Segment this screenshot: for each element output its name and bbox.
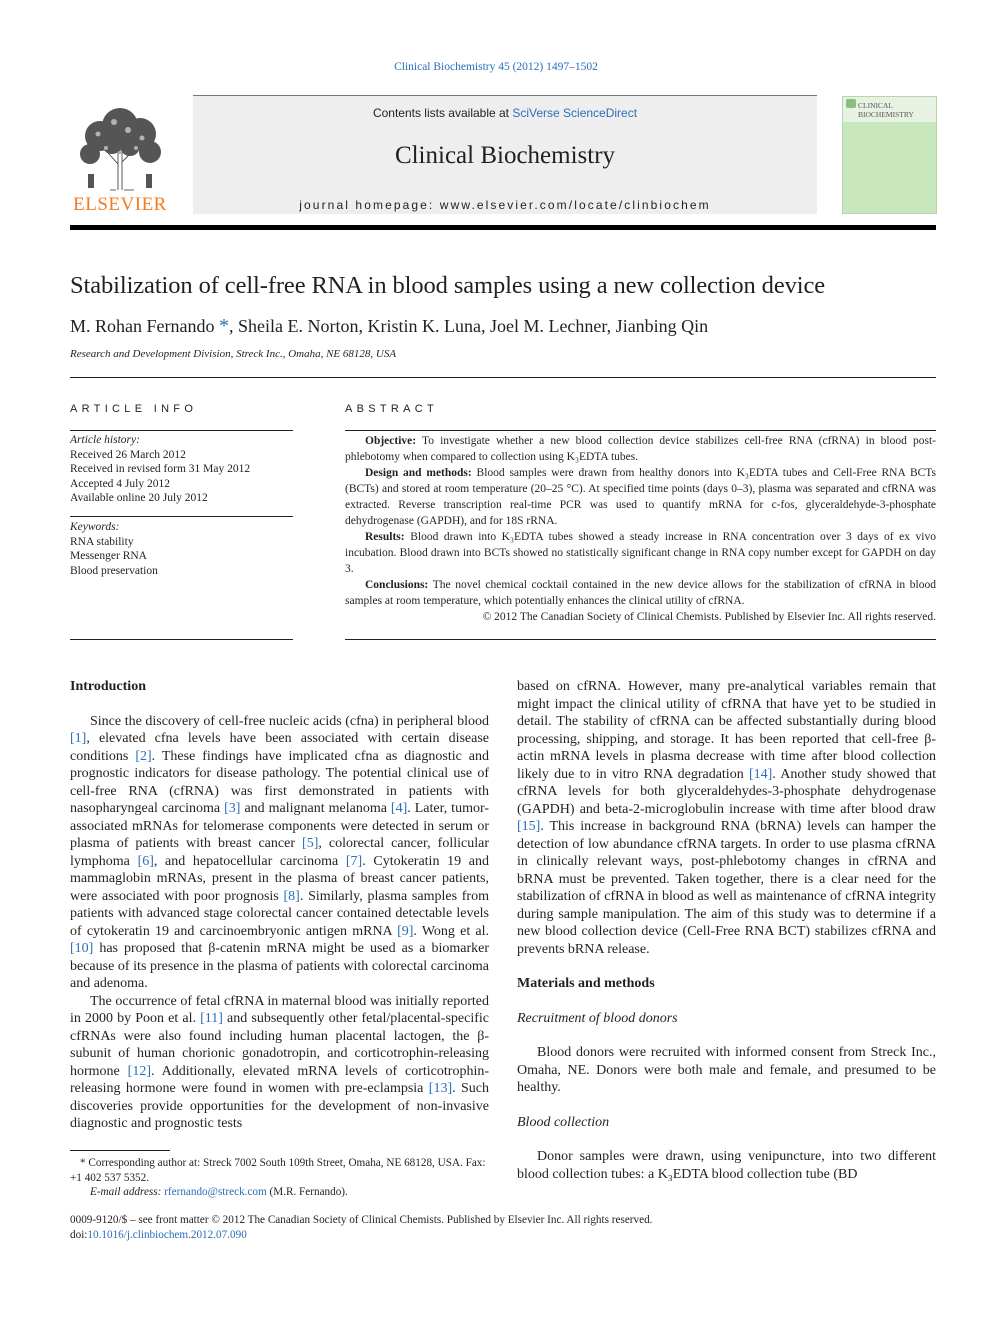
body-left-column	[70, 678, 489, 1133]
reference-link[interactable]: [15]	[517, 819, 541, 834]
objective-label: Objective:	[365, 435, 417, 447]
reference-link[interactable]: [10]	[70, 941, 94, 956]
contents-prefix: Contents lists available at	[372, 106, 513, 120]
collection-heading: Blood collection	[517, 1114, 610, 1130]
author-list	[70, 315, 708, 338]
recruitment-heading: Recruitment of blood donors	[517, 1010, 678, 1026]
elsevier-logo	[70, 104, 170, 214]
history-received: Received 26 March 2012	[70, 448, 186, 461]
article-info-bottom-rule	[70, 639, 293, 640]
abstract-body	[345, 433, 936, 625]
first-author: M. Rohan Fernando	[70, 316, 219, 336]
reference-link[interactable]: [13]	[428, 1081, 453, 1096]
collection-paragraph: Donor samples were drawn, using venipuncture, into two different blood collection tubes: a K₃EDTA blood collection tube (BD	[517, 1149, 936, 1182]
paragraph-text: . Additionally, elevated mRNA levels of corticotrophin-releasing hormone were found in women with pre-eclampsia	[70, 1063, 489, 1096]
results-label: Results:	[365, 531, 405, 543]
abstract-objective	[345, 433, 936, 465]
paragraph-text: , colorectal cancer, follicular lymphoma	[70, 836, 489, 869]
history-accepted: Accepted 4 July 2012	[70, 477, 170, 490]
recruitment-paragraph: Blood donors were recruited with informed consent from Streck Inc., Omaha, NE. Donors were both male and female, and presumed to be healthy.	[517, 1045, 936, 1095]
article-info-rule	[70, 430, 293, 431]
reference-link[interactable]: [14]	[748, 766, 773, 782]
doi-label: doi:	[70, 1228, 88, 1241]
history-online: Available online 20 July 2012	[70, 492, 208, 504]
journal-citation[interactable]	[0, 61, 992, 73]
article-title: Stabilization of cell-free RNA in blood samples using a new collection device	[70, 272, 825, 299]
reference-link[interactable]: [6]	[137, 853, 154, 869]
affiliation: Research and Development Division, Streck Inc., Omaha, NE 68128, USA	[70, 348, 397, 360]
journal-cover-thumbnail[interactable]	[842, 96, 937, 214]
reference-link[interactable]: [9]	[397, 923, 414, 939]
objective-text: To investigate whether a new blood collection device stabilizes cell-free RNA (cfRNA) in blood post-phlebotomy when compared to collection using K₃EDTA tubes.	[345, 435, 936, 463]
intro-paragraph-2	[70, 993, 489, 1133]
article-info-heading: ARTICLE INFO	[70, 403, 198, 415]
paragraph-text: . Such discoveries provide opportunities for the development of non-invasive diagnostic and prognostic tests	[70, 1081, 489, 1131]
paragraph-text: , and hepatocellular carcinoma	[153, 853, 346, 869]
paragraph-text: The occurrence of fetal cfRNA in maternal blood was initially reported in 2000 by Poon et al.	[70, 993, 489, 1026]
header-divider	[70, 225, 936, 230]
other-authors: , Sheila E. Norton, Kristin K. Luna, Joel M. Lechner, Jianbing Qin	[228, 316, 709, 336]
email-label: E-mail address:	[90, 1186, 165, 1198]
journal-homepage[interactable]: journal homepage: www.elsevier.com/locate/clinbiochem	[299, 198, 711, 212]
doi-line	[70, 1228, 936, 1243]
body-right-column	[517, 678, 936, 1183]
paragraph-text: , elevated cfna levels have been associated with certain disease conditions	[70, 731, 489, 764]
keywords-rule	[70, 516, 293, 517]
issn-line: 0009-9120/$ – see front matter © 2012 The Canadian Society of Clinical Chemists. Published by Elsevier Inc. All rights reserved.	[70, 1214, 653, 1226]
elsevier-wordmark: ELSEVIER	[73, 194, 167, 215]
paragraph-text: . These findings have implicated cfna as diagnostic and prognostic indicators for disease pathology. The potential clinical use of cell-free RNA (cfRNA) was first demonstrated in patients with nasopharyngeal carcinoma	[70, 748, 489, 816]
paragraph-text: . Wong et al.	[413, 923, 490, 939]
paragraph-text: Since the discovery of cell-free nucleic acids (cfna) in peripheral blood	[90, 713, 489, 729]
cover-title: CLINICAL BIOCHEMISTRY	[858, 101, 914, 119]
article-history	[70, 433, 293, 506]
abstract-results	[345, 529, 936, 577]
abstract-copyright: © 2012 The Canadian Society of Clinical Chemists. Published by Elsevier Inc. All rights reserved.	[482, 611, 936, 623]
sciencedirect-link[interactable]: SciVerse ScienceDirect	[512, 106, 638, 120]
footnote-rule	[70, 1150, 170, 1151]
tree-logo-icon	[70, 104, 170, 192]
email-note	[70, 1185, 489, 1200]
keywords	[70, 520, 293, 578]
citation-link[interactable]: Clinical Biochemistry 45 (2012) 1497–1502	[394, 61, 598, 73]
reference-link[interactable]: [4]	[390, 801, 408, 816]
reference-link[interactable]: [8]	[283, 888, 300, 904]
results-text: Blood drawn into K₃EDTA tubes showed a steady increase in RNA concentration over 3 days of ex vivo incubation. Blood drawn into BCTs showed no statistically significant change in RNA copy number except for GAPDH on day 3.	[345, 531, 936, 575]
keyword-item: Messenger RNA	[70, 550, 147, 562]
journal-banner	[193, 95, 817, 214]
paragraph-text: based on cfRNA. However, many pre-analytical variables remain that might impact the clinical utility of cfRNA that have yet to be studied in detail. The stability of cfRNA can be affected substantially during blood processing, shipping, and storage. It has been reported that cell-free β-actin mRNA levels in plasma decrease with time after blood collection likely due to in vitro RNA degradation	[517, 679, 936, 782]
design-label: Design and methods:	[365, 467, 472, 479]
conclusions-text: The novel chemical cocktail contained in the new device allows for the stabilization of cfRNA in blood samples at room temperature, which potentially enhances the clinical utility of cfRNA.	[345, 579, 936, 607]
keywords-label: Keywords:	[70, 521, 120, 533]
introduction-heading: Introduction	[70, 679, 146, 694]
keyword-item: Blood preservation	[70, 564, 158, 577]
paragraph-text: and malignant melanoma	[240, 801, 391, 816]
reference-link[interactable]: [1]	[70, 731, 87, 746]
contents-line	[193, 106, 817, 120]
paragraph-text: . Cytokeratin 19 and mammaglobin mRNAs, present in the plasma of breast cancer patients, were associated with poor prognosis	[70, 853, 489, 904]
intro-paragraph-3	[517, 678, 936, 958]
corresponding-author-note: * Corresponding author at: Streck 7002 South 109th Street, Omaha, NE 68128, USA. Fax: +1 402 537 5352.	[70, 1157, 486, 1184]
paragraph-text: has proposed that β-catenin mRNA might be used as a biomarker because of its presence in the plasma of patients with colorectal carcinoma and adenoma.	[70, 941, 489, 991]
journal-title: Clinical Biochemistry	[394, 142, 616, 169]
keyword-item: RNA stability	[70, 535, 134, 548]
conclusions-label: Conclusions:	[365, 579, 429, 591]
design-text: Blood samples were drawn from healthy donors into K₃EDTA tubes and Cell-Free RNA BCTs (BCTs) and stored at room temperature (20–25 °C). At specified time points (days 0–3), plasma was separated and cfRNA was extracted. Reverse transcription real-time PCR was used to quantify mRNA for c-fos, glyceraldehyde-3-phosphate dehydrogenase (GAPDH), and for 18S rRNA.	[345, 467, 936, 527]
corresponding-author-star[interactable]: *	[218, 315, 229, 337]
paragraph-text: . This increase in background RNA (bRNA) levels can hamper the detection of low abundance cfRNA targets. In order to use plasma cfRNA in clinically relevant ways, post-phlebotomy changes in cfRNA and bRNA must be prevented. Taken together, there is a clear need for the stabilization of cfRNA in blood as well as maintenance of cfRNA integrity during sample manipulation. The aim of this study was to determine if a new blood collection device (Cell-Free RNA BCT) stabilizes cfRNA and prevents bRNA release.	[517, 819, 936, 957]
reference-link[interactable]: [2]	[135, 748, 152, 764]
paragraph-text: and subsequently other fetal/placental-specific cfRNAs were also found including human placental lactogen, the β-subunit of human chorionic gonadotropin, and corticotrophin-releasing hormone	[70, 1011, 489, 1079]
reference-link[interactable]: [7]	[345, 853, 363, 869]
intro-paragraph-1	[70, 713, 489, 993]
paragraph-text: . Later, tumor-associated mRNAs for telomerase components were detected in serum or plasma of patients with breast cancer	[70, 801, 489, 851]
paragraph-text: . Another study showed that cfRNA levels for both glyceraldehydes-3-phosphate dehydrogenase (GAPDH) and beta-2-microglobulin increase with time after blood draw	[517, 766, 936, 817]
page-footer	[70, 1213, 936, 1242]
paragraph-text: . Similarly, plasma samples from patients with advanced stage colorectal cancer contained detectable levels of cytokeratin 19 and carcinoembryonic antigen mRNA	[70, 888, 489, 939]
footnote	[70, 1156, 489, 1200]
email-link[interactable]: rfernando@streck.com	[164, 1186, 267, 1198]
reference-link[interactable]: [12]	[127, 1063, 151, 1079]
reference-link[interactable]: [3]	[224, 801, 241, 816]
abstract-heading: ABSTRACT	[345, 403, 439, 415]
reference-link[interactable]: [5]	[302, 836, 319, 851]
history-revised: Received in revised form 31 May 2012	[70, 463, 251, 475]
abstract-design	[345, 465, 936, 529]
cover-header	[843, 97, 936, 122]
title-divider	[70, 377, 936, 378]
reference-link[interactable]: [11]	[200, 1011, 223, 1026]
abstract-bottom-rule	[345, 639, 936, 640]
email-suffix: (M.R. Fernando).	[266, 1186, 348, 1198]
abstract-rule	[345, 430, 936, 431]
doi-link[interactable]: 10.1016/j.clinbiochem.2012.07.090	[87, 1228, 247, 1241]
abstract-conclusions	[345, 577, 936, 609]
methods-heading: Materials and methods	[517, 976, 655, 991]
history-label: Article history:	[70, 434, 140, 446]
cover-logo-icon	[846, 99, 856, 108]
